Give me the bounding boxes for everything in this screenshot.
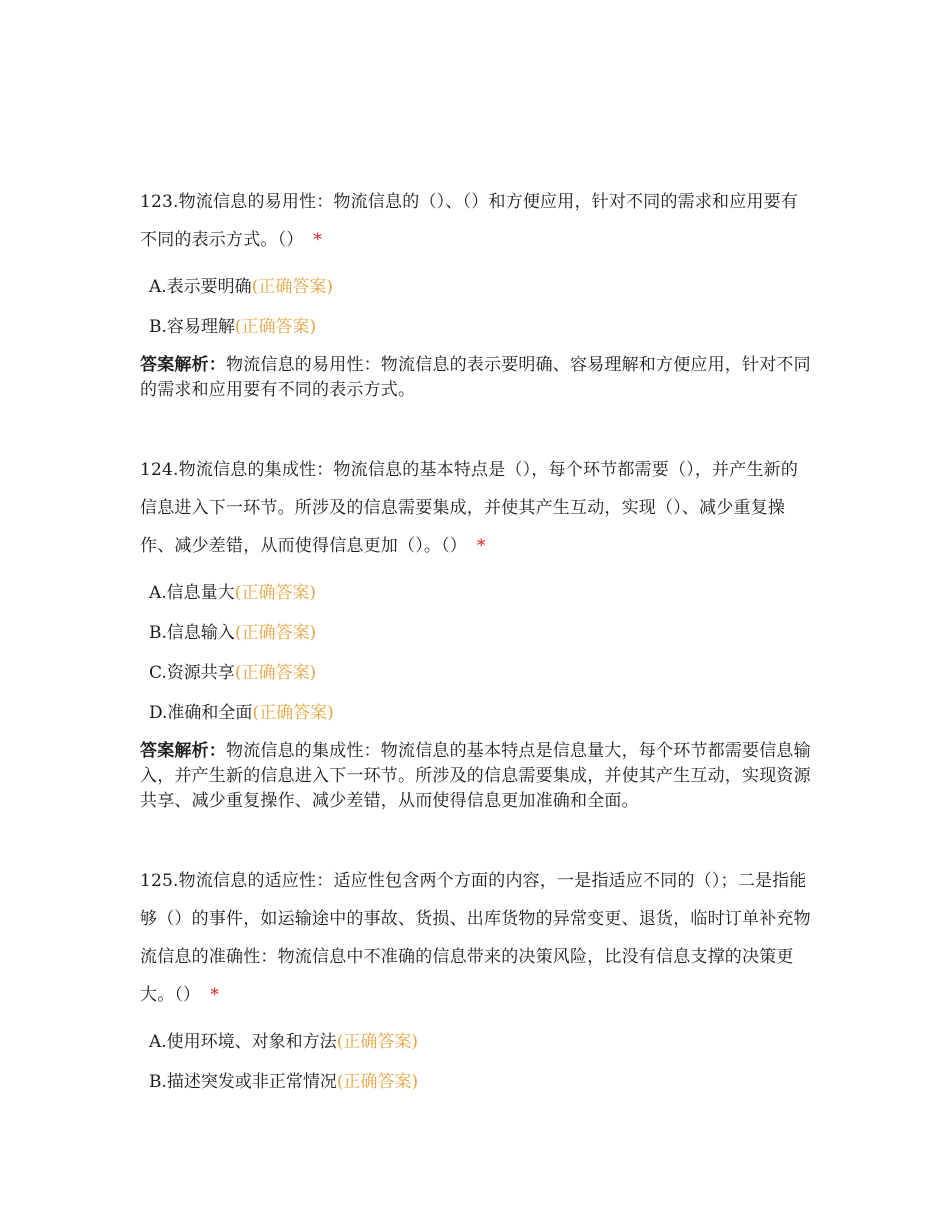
question-text: 125.物流信息的适应性：适应性包含两个方面的内容，一是指适应不同的（）；二是指能够（）的事件，如运输途中的事故、货损、出库货物的异常变更、退货，临时订单补充物流信息的准确性：物流信息中不准确的信息带来的决策风险，比没有信息支撑的决策更大。（） * [140, 871, 811, 1005]
correct-answer-tag: (正确答案) [234, 623, 317, 643]
question-125 [140, 862, 812, 1102]
correct-answer-tag: (正确答案) [336, 1072, 419, 1092]
required-mark: * [477, 536, 486, 556]
correct-answer-tag: (正确答案) [251, 277, 333, 297]
question-text: 123.物流信息的易用性：物流信息的（）、（）和方便应用，针对不同的需求和应用要有不同的表示方式。（） * [140, 192, 799, 250]
option-a[interactable]: A.表示要明确(正确答案) [149, 277, 333, 297]
option-a[interactable]: A.信息量大(正确答案) [149, 583, 316, 603]
options-list [140, 267, 812, 347]
answer-analysis [140, 739, 812, 814]
analysis-label: 答案解析： [140, 741, 226, 761]
option-b[interactable]: B.容易理解(正确答案) [149, 317, 317, 337]
answer-analysis [140, 353, 812, 403]
correct-answer-tag: (正确答案) [336, 1032, 418, 1052]
option-b[interactable]: B.信息输入(正确答案) [149, 623, 317, 643]
correct-answer-tag: (正确答案) [234, 317, 317, 337]
option-c[interactable]: C.资源共享(正确答案) [149, 663, 317, 683]
option-b[interactable]: B.描述突发或非正常情况(正确答案) [149, 1072, 419, 1092]
required-mark: * [210, 985, 220, 1005]
question-124 [140, 451, 812, 814]
question-text: 124.物流信息的集成性：物流信息的基本特点是（），每个环节都需要（），并产生新的信息进入下一环节。所涉及的信息需要集成，并使其产生互动，实现（）、减少重复操作、减少差错，从而使得信息更加（）。（） * [140, 460, 799, 556]
correct-answer-tag: (正确答案) [234, 583, 316, 603]
question-123 [140, 183, 812, 403]
analysis-text: 物流信息的集成性：物流信息的基本特点是信息量大，每个环节都需要信息输入，并产生新的信息进入下一环节。所涉及的信息需要集成，并使其产生互动，实现资源共享、减少重复操作、减少差错，从而使得信息更加准确和全面。 [140, 741, 811, 811]
analysis-label: 答案解析： [140, 355, 226, 375]
analysis-text: 物流信息的易用性：物流信息的表示要明确、容易理解和方便应用，针对不同的需求和应用要有不同的表示方式。 [140, 355, 811, 400]
option-d[interactable]: D.准确和全面(正确答案) [149, 703, 334, 723]
required-mark: * [313, 230, 323, 250]
option-a[interactable]: A.使用环境、对象和方法(正确答案) [149, 1032, 418, 1052]
correct-answer-tag: (正确答案) [234, 663, 317, 683]
options-list [140, 1022, 812, 1102]
options-list [140, 573, 812, 733]
correct-answer-tag: (正确答案) [252, 703, 334, 723]
document-page [140, 183, 812, 1102]
